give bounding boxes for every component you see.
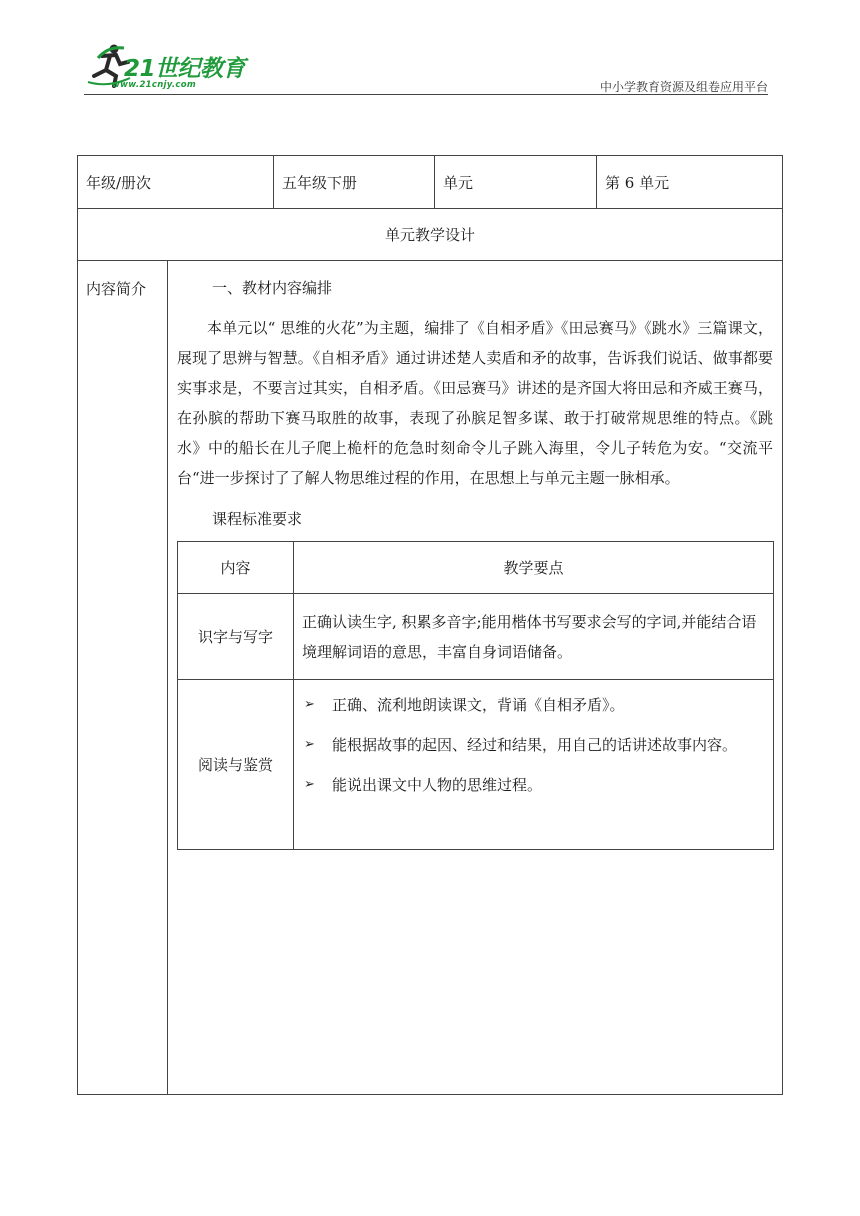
arrow-bullet-icon: ➢ [304, 737, 315, 752]
col-header-points: 教学要点 [294, 542, 774, 594]
col-header-content: 内容 [178, 542, 294, 594]
page-header [0, 0, 860, 100]
logo-text: 21世纪教育 [124, 56, 246, 82]
intro-paragraph: 本单元以“ 思维的火花”为主题，编排了《自相矛盾》《田忌赛马》《跳水》三篇课文，展现了思辨与智慧。《自相矛盾》通过讲述楚人卖盾和矛的故事，告诉我们说话、做事都要实事求是，不要言过其实，自相矛盾。《田忌赛马》讲述的是齐国大将田忌和齐威王赛马，在孙膑的帮助下赛马取胜的故事，表现了孙膑足智多谋、敢于打破常规思维的特点。《跳水》中的船长在儿子爬上桅杆的危急时刻命令儿子跳入海里，令儿子转危为安。“交流平台“进一步探讨了了解人物思维过程的作用，在思想上与单元主题一脉相承。 [177, 319, 773, 487]
logo [84, 42, 264, 96]
unit-design-table [77, 155, 783, 1095]
section-heading: 一、教材内容编排 [212, 279, 333, 297]
arrow-bullet-icon: ➢ [304, 697, 315, 712]
list-item [302, 730, 767, 760]
bullet-text: 能根据故事的起因、经过和结果，用自己的话讲述故事内容。 [332, 736, 738, 754]
bullet-text: 能说出课文中人物的思维过程。 [332, 776, 543, 794]
row-text-literacy: 正确认读生字, 积累多音字;能用楷体书写要求会写的字词,并能结合语境理解词语的意思，丰富自身词语储备。 [294, 594, 774, 680]
unit-value: 第 6 单元 [597, 156, 783, 209]
header-divider [84, 94, 768, 95]
arrow-bullet-icon: ➢ [304, 777, 315, 792]
standards-heading: 课程标准要求 [212, 510, 303, 528]
reading-bullet-list [294, 680, 773, 810]
row-label-reading: 阅读与鉴赏 [178, 680, 294, 850]
list-item [302, 770, 767, 800]
bullet-text: 正确、流利地朗读课文，背诵《自相矛盾》。 [332, 696, 625, 714]
grade-label: 年级/册次 [78, 156, 274, 209]
standards-table [177, 541, 774, 850]
design-title: 单元教学设计 [78, 209, 783, 261]
intro-label: 内容简介 [78, 261, 168, 1095]
row-content-reading [294, 680, 774, 850]
platform-name: 中小学教育资源及组卷应用平台 [599, 80, 768, 94]
logo-url: www.21cnjy.com [112, 80, 196, 90]
grade-value: 五年级下册 [274, 156, 435, 209]
row-label-literacy: 识字与写字 [178, 594, 294, 680]
list-item [302, 690, 767, 720]
unit-label: 单元 [435, 156, 597, 209]
intro-content [168, 261, 783, 1095]
